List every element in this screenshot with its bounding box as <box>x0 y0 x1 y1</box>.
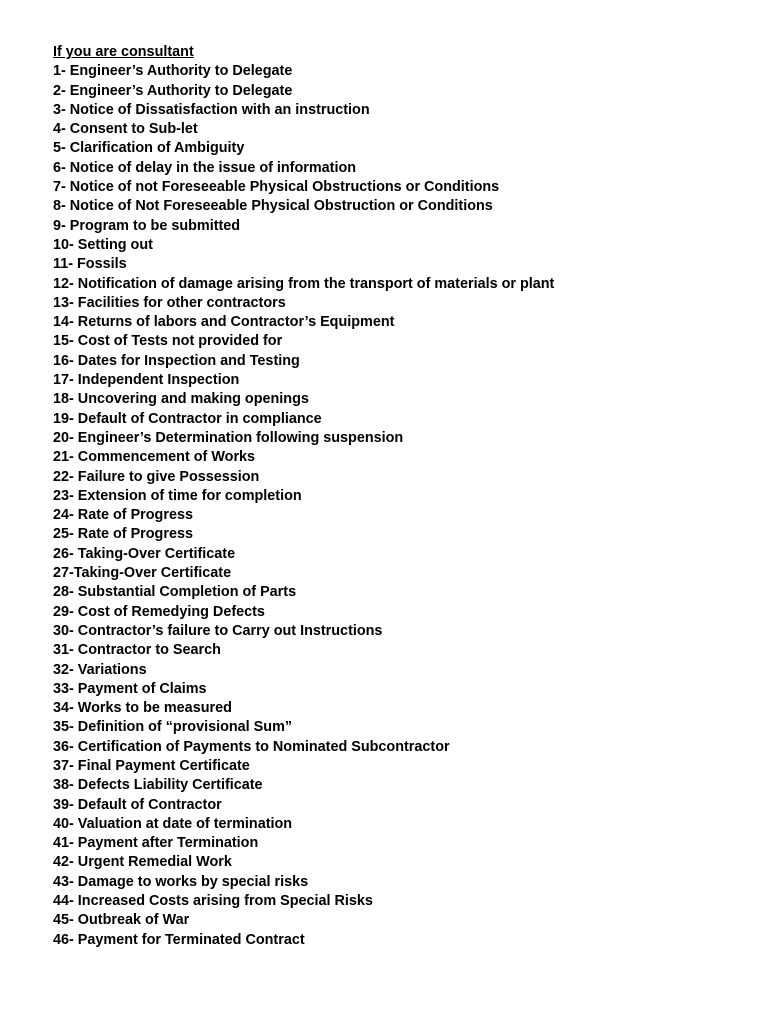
list-item: 32- Variations <box>53 661 147 678</box>
list-item: 3- Notice of Dissatisfaction with an instruction <box>53 101 370 118</box>
list-item: 39- Default of Contractor <box>53 796 222 813</box>
document-heading: If you are consultant <box>53 44 194 60</box>
list-item: 8- Notice of Not Foreseeable Physical Obstruction or Conditions <box>53 198 493 215</box>
list-item: 2- Engineer’s Authority to Delegate <box>53 82 293 99</box>
list-item: 33- Payment of Claims <box>53 680 207 697</box>
list-item: 4- Consent to Sub-let <box>53 121 198 138</box>
list-item: 11- Fossils <box>53 256 127 273</box>
list-item: 5- Clarification of Ambiguity <box>53 140 245 157</box>
list-item: 45- Outbreak of War <box>53 912 190 929</box>
list-item: 22- Failure to give Possession <box>53 468 260 485</box>
list-item: 36- Certification of Payments to Nominated Subcontractor <box>53 738 450 755</box>
list-item: 1- Engineer’s Authority to Delegate <box>53 63 293 80</box>
list-item: 29- Cost of Remedying Defects <box>53 603 265 620</box>
list-item: 9- Program to be submitted <box>53 217 241 234</box>
list-item: 21- Commencement of Works <box>53 449 256 466</box>
list-item: 38- Defects Liability Certificate <box>53 777 263 794</box>
list-item: 41- Payment after Termination <box>53 835 259 852</box>
list-item: 46- Payment for Terminated Contract <box>53 931 305 948</box>
list-item: 16- Dates for Inspection and Testing <box>53 352 300 369</box>
item-list <box>53 62 753 950</box>
list-item: 27-Taking-Over Certificate <box>53 565 232 582</box>
list-item: 43- Damage to works by special risks <box>53 873 309 890</box>
list-item: 7- Notice of not Foreseeable Physical Obstructions or Conditions <box>53 179 500 196</box>
list-item: 13- Facilities for other contractors <box>53 294 286 311</box>
list-item: 19- Default of Contractor in compliance <box>53 410 322 427</box>
list-item: 15- Cost of Tests not provided for <box>53 333 283 350</box>
list-item: 10- Setting out <box>53 236 153 253</box>
list-item: 37- Final Payment Certificate <box>53 757 250 774</box>
list-item: 30- Contractor’s failure to Carry out Instructions <box>53 622 383 639</box>
list-item: 23- Extension of time for completion <box>53 487 302 504</box>
list-item: 31- Contractor to Search <box>53 642 221 659</box>
list-item: 20- Engineer’s Determination following suspension <box>53 429 404 446</box>
list-item: 44- Increased Costs arising from Special Risks <box>53 893 373 910</box>
document-page <box>53 43 753 950</box>
list-item: 35- Definition of “provisional Sum” <box>53 719 293 736</box>
list-item: 40- Valuation at date of termination <box>53 815 293 832</box>
list-item: 25- Rate of Progress <box>53 526 193 543</box>
list-item: 24- Rate of Progress <box>53 507 193 524</box>
list-item: 26- Taking-Over Certificate <box>53 545 236 562</box>
list-item: 12- Notification of damage arising from the transport of materials or plant <box>53 275 555 292</box>
list-item: 14- Returns of labors and Contractor’s Equipment <box>53 314 395 331</box>
list-item: 17- Independent Inspection <box>53 372 240 389</box>
list-item: 18- Uncovering and making openings <box>53 391 309 408</box>
list-item: 42- Urgent Remedial Work <box>53 854 232 871</box>
list-item: 28- Substantial Completion of Parts <box>53 584 297 601</box>
list-item: 6- Notice of delay in the issue of information <box>53 159 357 176</box>
list-item: 34- Works to be measured <box>53 700 232 717</box>
